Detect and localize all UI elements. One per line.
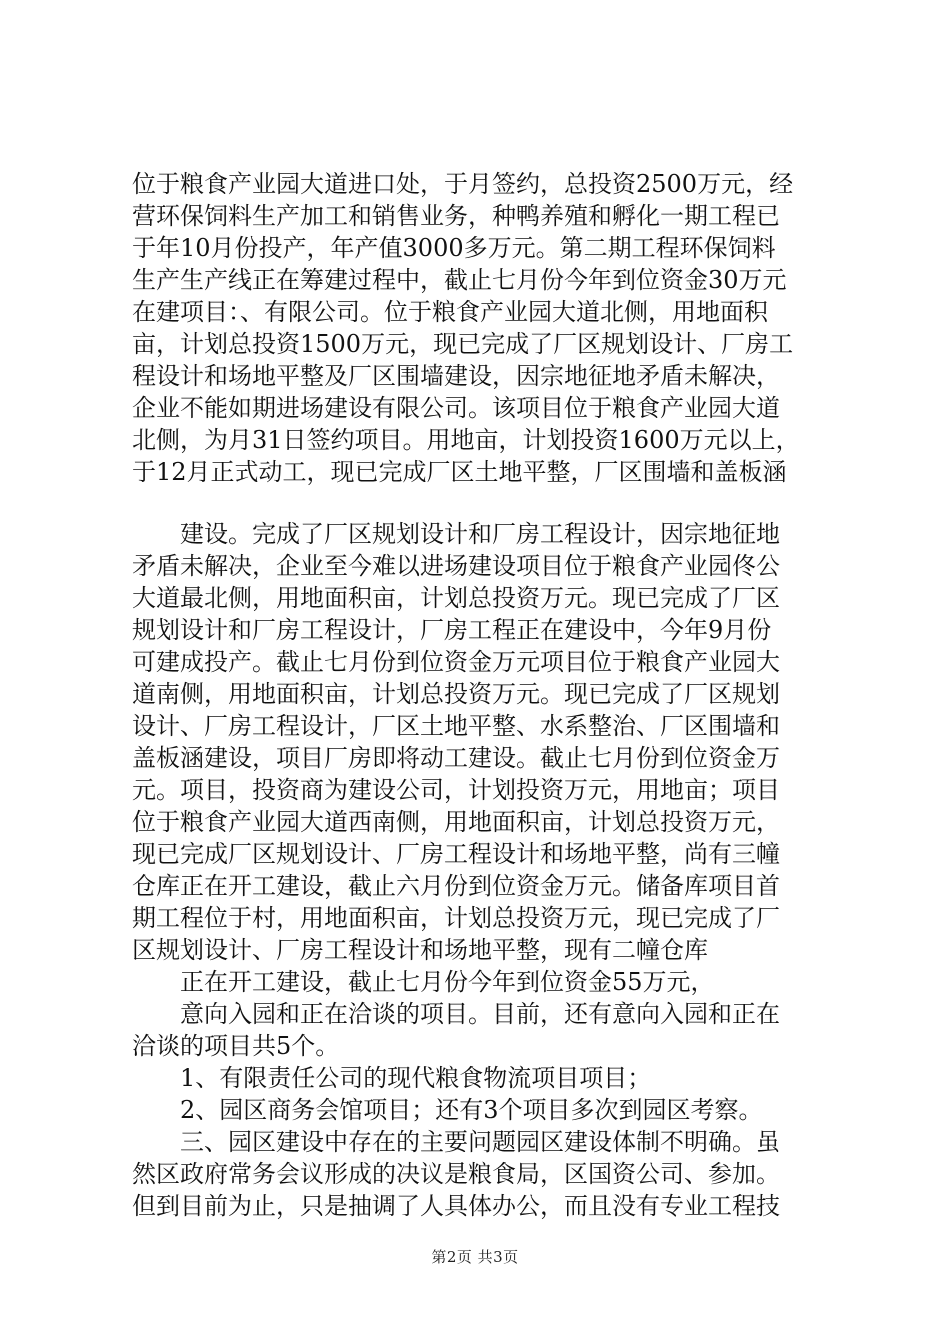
paragraph-line: 位于粮食产业园大道西南侧，用地面积亩，计划总投资万元，	[132, 808, 780, 836]
paragraph-line: 三、园区建设中存在的主要问题园区建设体制不明确。虽	[132, 1128, 780, 1156]
paragraph-line: 营环保饲料生产加工和销售业务，种鸭养殖和孵化一期工程已	[132, 202, 780, 230]
paragraph-line: 盖板涵建设，项目厂房即将动工建设。截止七月份到位资金万	[132, 744, 780, 772]
paragraph-line: 区规划设计、厂房工程设计和场地平整，现有二幢仓库	[132, 936, 708, 964]
paragraph-line: 2、园区商务会馆项目；还有3个项目多次到园区考察。	[132, 1096, 763, 1124]
paragraph-line: 于12月正式动工，现已完成厂区土地平整，厂区围墙和盖板涵	[132, 458, 787, 486]
paragraph-line: 期工程位于村，用地面积亩，计划总投资万元，现已完成了厂	[132, 904, 780, 932]
paragraph-line: 矛盾未解决，企业至今难以进场建设项目位于粮食产业园佟公	[132, 552, 780, 580]
paragraph-line: 然区政府常务会议形成的决议是粮食局，区国资公司、参加。	[132, 1160, 780, 1188]
paragraph-line: 建设。完成了厂区规划设计和厂房工程设计，因宗地征地	[132, 520, 780, 548]
paragraph-line: 位于粮食产业园大道进口处，于月签约，总投资2500万元，经	[132, 170, 794, 198]
paragraph-line: 在建项目：、有限公司。位于粮食产业园大道北侧，用地面积	[132, 298, 768, 326]
paragraph-line: 1、有限责任公司的现代粮食物流项目项目；	[132, 1064, 652, 1092]
paragraph-line: 道南侧，用地面积亩，计划总投资万元。现已完成了厂区规划	[132, 680, 780, 708]
paragraph-line: 北侧，为月31日签约项目。用地亩，计划投资1600万元以上，	[132, 426, 800, 454]
paragraph-line: 设计、厂房工程设计，厂区土地平整、水系整治、厂区围墙和	[132, 712, 780, 740]
page-footer: 第2页 共3页	[431, 1248, 519, 1266]
paragraph-line: 亩，计划总投资1500万元，现已完成了厂区规划设计、厂房工	[132, 330, 794, 358]
paragraph-line: 程设计和场地平整及厂区围墙建设，因宗地征地矛盾未解决，	[132, 362, 780, 390]
paragraph-line: 洽谈的项目共5个。	[132, 1032, 340, 1060]
paragraph-line: 现已完成厂区规划设计、厂房工程设计和场地平整，尚有三幢	[132, 840, 780, 868]
paragraph-line: 但到目前为止，只是抽调了人具体办公，而且没有专业工程技	[132, 1192, 780, 1220]
paragraph-line: 于年10月份投产，年产值3000多万元。第二期工程环保饲料	[132, 234, 776, 262]
paragraph-line: 企业不能如期进场建设有限公司。该项目位于粮食产业园大道	[132, 394, 780, 422]
paragraph-line: 规划设计和厂房工程设计，厂房工程正在建设中，今年9月份	[132, 616, 772, 644]
paragraph-line: 意向入园和正在洽谈的项目。目前，还有意向入园和正在	[132, 1000, 780, 1028]
paragraph-line: 生产生产线正在筹建过程中，截止七月份今年到位资金30万元	[132, 266, 787, 294]
paragraph-line: 元。项目，投资商为建设公司，计划投资万元，用地亩；项目	[132, 776, 780, 804]
paragraph-line: 可建成投产。截止七月份到位资金万元项目位于粮食产业园大	[132, 648, 780, 676]
paragraph-line: 仓库正在开工建设，截止六月份到位资金万元。储备库项目首	[132, 872, 780, 900]
paragraph-line: 正在开工建设，截止七月份今年到位资金55万元，	[132, 968, 715, 996]
paragraph-line: 大道最北侧，用地面积亩，计划总投资万元。现已完成了厂区	[132, 584, 780, 612]
